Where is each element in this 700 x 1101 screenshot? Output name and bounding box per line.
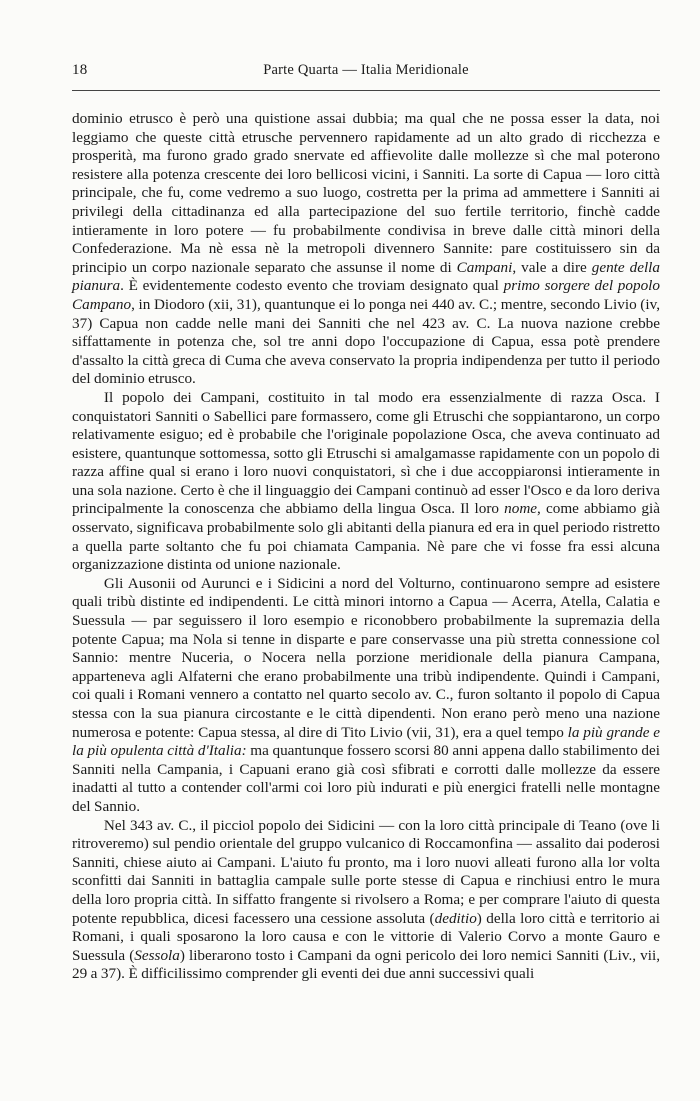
text-run: Gli Ausonii od Aurunci e i Sidicini a nord del Volturno, continuarono sempre ad esistere quali tribù distinte ed indipendenti. Le città minori intorno a Capua — Acerra, Atella, Calatia e Suessula — par seguissero il loro esempio e riconobbero probabilmente la supremazia della potente Capua; ma Nola si tenne in disparte e pare conservasse una più stretta connessione col Sannio: mentre Nuceria, o Nocera nella porzione meridionale della pianura Campana, apparteneva agli Alfaterni che erano probabilmente una tribù indipendente. Quindi i Campani, coi quali i Romani vennero a contatto nel quarto secolo av. C., furon soltanto il popolo di Capua stessa con la sua pianura circostante e le città dipendenti. Non erano però meno una nazione numerosa e potente: Capua stessa, al dire di Tito Livio (vii, 31), era a quel tempo (72, 574, 660, 741)
running-head: Parte Quarta — Italia Meridionale (263, 62, 469, 78)
paragraph (72, 817, 660, 984)
paragraph (72, 389, 660, 575)
italic-text: deditio (434, 909, 477, 927)
text-run: ma quantunque fossero scorsi 80 anni appena dallo stabilimento dei Sanniti nella Campania, i Capuani erano già così sfibrati e corrotti dalle mollezze da essere inadatti al tutto a contender coll'armi coi loro più indurati e più energici fratelli nelle montagne del Sannio. (72, 742, 660, 815)
page-header (72, 62, 660, 84)
text-run: ) liberarono tosto i Campani da ogni pericolo dei loro nemici Sanniti (Liv., vii, 29 a 37). È difficilissimo comprender gli eventi dei due anni successivi quali (72, 946, 660, 983)
italic-text: nome (504, 500, 538, 518)
text-run: Il popolo dei Campani, costituito in tal modo era essenzialmente di razza Osca. I conquistatori Sanniti o Sabellici pare formassero, come gli Etruschi che soppiantarono, un corpo relativamente esiguo; ed è probabile che l'originale popolazione Osca, che aveva continuato ad esistere, quantunque sottomessa, sotto gli Etruschi si amalgamasse rapidamente con un popolo di razza affine qual si erano i loro nuovi conquistatori, sì che i due accoppiaronsi intieramente in una sola nazione. Certo è che il linguaggio dei Campani continuò ad esser l'Osco e da loro deriva principalmente la conoscenza che abbiamo della lingua Osca. Il loro (72, 388, 660, 518)
text-run: dominio etrusco è però una quistione assai dubbia; ma qual che ne possa esser la data, noi leggiamo che queste città etrusche pervennero rapidamente ad un alto grado di ricchezza e prosperità, ma furono grado grado snervate ed affievolite dalle mollezze sì che mal poterono resistere alla potenza crescente dei loro bellicosi vicini, i Sanniti. La sorte di Capua — loro città principale, che fu, come vedremo a suo luogo, costretta per la prima ad ammettere i Sanniti ai privilegi della cittadinanza ed alla partecipazione del suo fertile territorio, finchè cadde intieramente in loro potere — fu probabilmente condivisa in breve dalle città minori della Confederazione. Ma nè essa nè la metropoli divennero Sannite: pare costituissero sin da principio un corpo nazionale separato che assunse il nome di (72, 110, 660, 276)
italic-text: la più grande e la più opulenta città d'Italia: (72, 723, 661, 760)
text-run: , in Diodoro (xii, 31), quantunque ei lo ponga nei 440 av. C.; mentre, secondo Livio (iv, 37) Capua non cadde nelle mani dei Sanniti che nel 423 av. C. La nuova nazione crebbe siffattamente in potenza che, sol tre anni dopo l'occupazione di Capua, essa potè prendere d'assalto la città greca di Cuma che aveva conservato la propria indipendenza per tutto il periodo del dominio etrusco. (72, 295, 660, 388)
paragraph (72, 575, 660, 817)
text-run: , vale a dire (512, 258, 592, 276)
text-run: Nel 343 av. C., il picciol popolo dei Sidicini — con la loro città principale di Teano (ove li ritroveremo) sul pendio orientale del gruppo vulcanico di Roccamonfina — assalito dai poderosi Sanniti, chiese aiuto ai Campani. L'aiuto fu pronto, ma i loro nuovi alleati furono alla lor volta sconfitti dai Sanniti in battaglia campale sulle porte stesse di Capua e rinchiusi entro le mura della loro propria città. In siffatto frangente si rivolsero a Roma; e per comprare l'aiuto di questa potente repubblica, dicesi facessero una cessione assoluta ( (72, 816, 660, 927)
page-number: 18 (72, 62, 88, 78)
italic-text: Campani (456, 258, 513, 276)
paragraph (72, 110, 660, 389)
text-run: . È evidentemente codesto evento che troviam designato qual (120, 277, 504, 295)
text-run: ) della loro città e territorio ai Romani, i quali sposarono la loro causa e con le vittorie di Valerio Corvo a monte Gauro e Suessula ( (72, 909, 660, 964)
italic-text: primo sorgere del popolo Campano (72, 277, 660, 313)
italic-text: Sessola (134, 946, 180, 964)
text-run: , come abbiamo già osservato, significava probabilmente solo gli abitanti della pianura ed era in quel periodo ristretto a quella parte soltanto che fu poi chiamata Campania. Nè pare che vi fosse fra essi alcuna organizzazione distinta od unione nazionale. (72, 500, 660, 574)
italic-text: gente della pianura (72, 258, 660, 295)
header-rule (72, 90, 660, 91)
body-text (72, 110, 660, 984)
